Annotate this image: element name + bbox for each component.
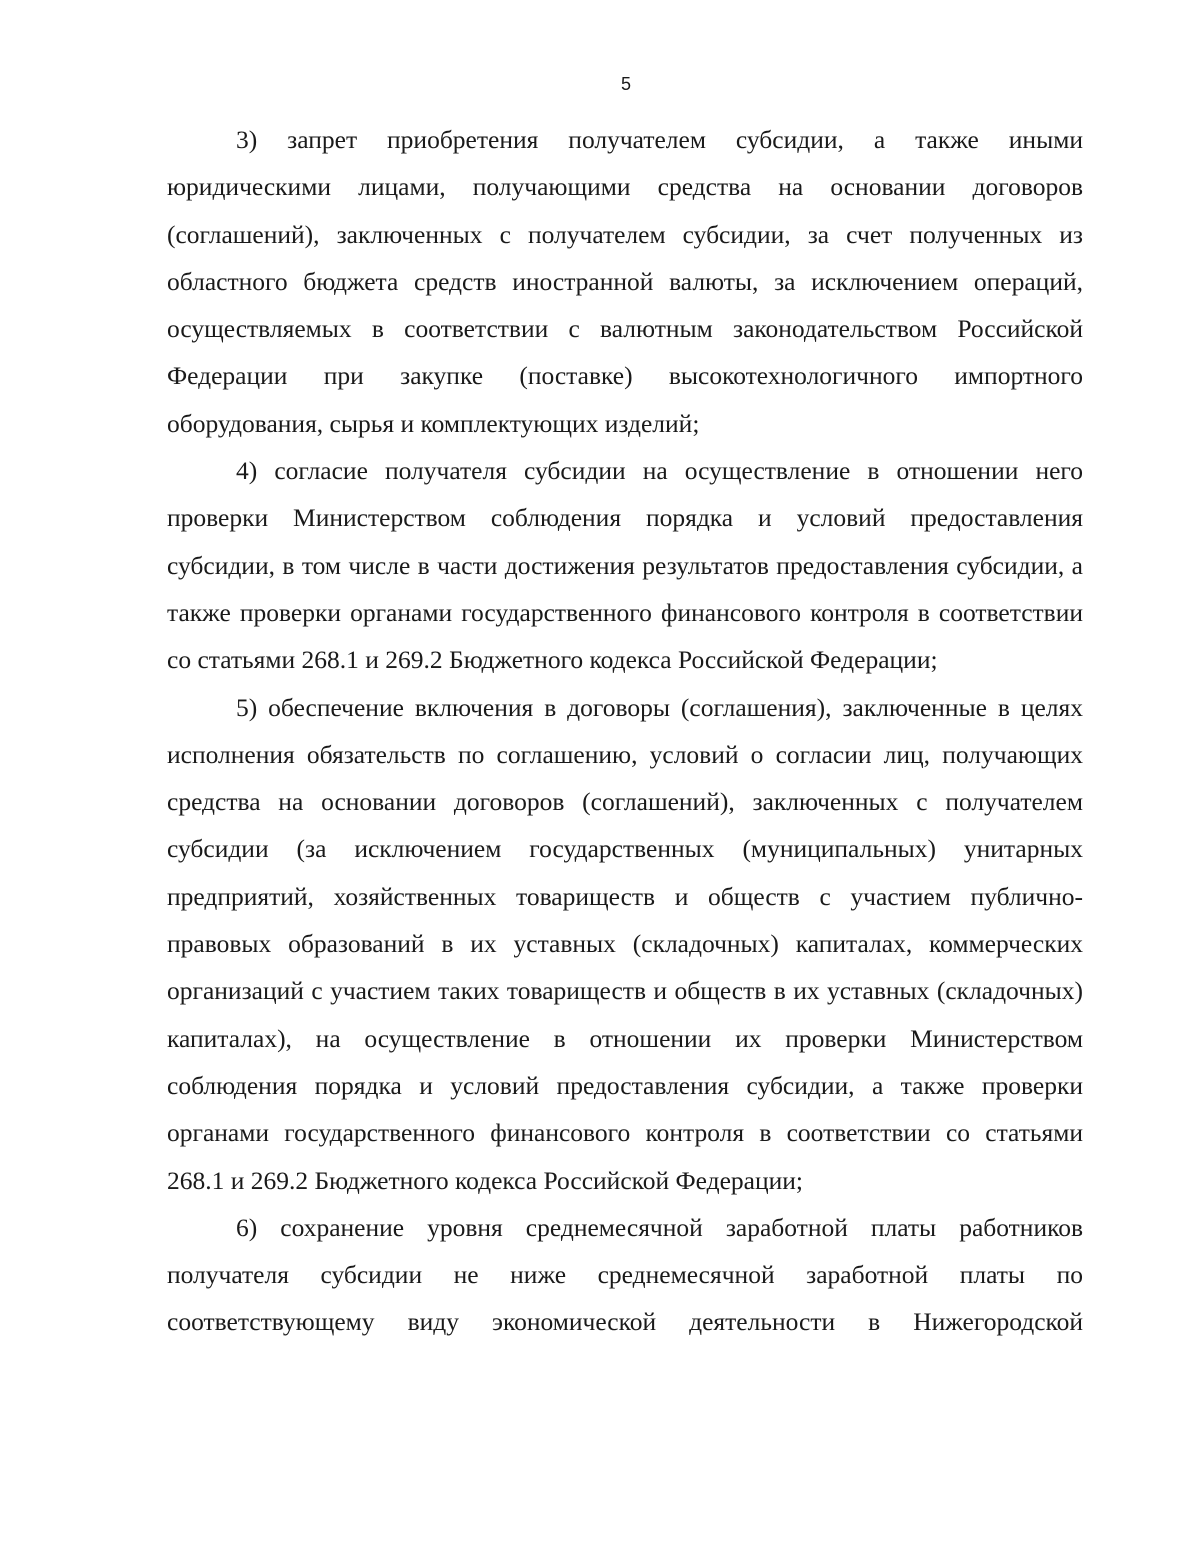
document-body (167, 116, 1083, 1346)
paragraph-item-5: 5) обеспечение включения в договоры (соглашения), заключенные в целях исполнения обязательств по соглашению, условий о согласии лиц, получающих средства на основании договоров (соглашений), заключенных с получателем субсидии (за исключением государственных (муниципальных) унитарных предприятий, хозяйственных товариществ и обществ с участием публично-правовых образований в их уставных (складочных) капиталах, коммерческих организаций с участием таких товариществ и обществ в их уставных (складочных) капиталах), на осуществление в отношении их проверки Министерством соблюдения порядка и условий предоставления субсидии, а также проверки органами государственного финансового контроля в соответствии со статьями 268.1 и 269.2 Бюджетного кодекса Российской Федерации; (167, 692, 1083, 1195)
paragraph-item-6: 6) сохранение уровня среднемесячной заработной платы работников получателя субсидии не ниже среднемесячной заработной платы по соответствующему виду экономической деятельности в Нижегородской (167, 1212, 1083, 1337)
paragraph-item-3: 3) запрет приобретения получателем субсидии, а также иными юридическими лицами, получающими средства на основании договоров (соглашений), заключенных с получателем субсидии, за счет полученных из областного бюджета средств иностранной валюты, за исключением операций, осуществляемых в соответствии с валютным законодательством Российской Федерации при закупке (поставке) высокотехнологичного импортного оборудования, сырья и комплектующих изделий; (167, 125, 1083, 438)
paragraph-item-4: 4) согласие получателя субсидии на осуществление в отношении него проверки Министерством соблюдения порядка и условий предоставления субсидии, в том числе в части достижения результатов предоставления субсидии, а также проверки органами государственного финансового контроля в соответствии со статьями 268.1 и 269.2 Бюджетного кодекса Российской Федерации; (167, 456, 1083, 675)
page-number: 5 (620, 74, 631, 94)
